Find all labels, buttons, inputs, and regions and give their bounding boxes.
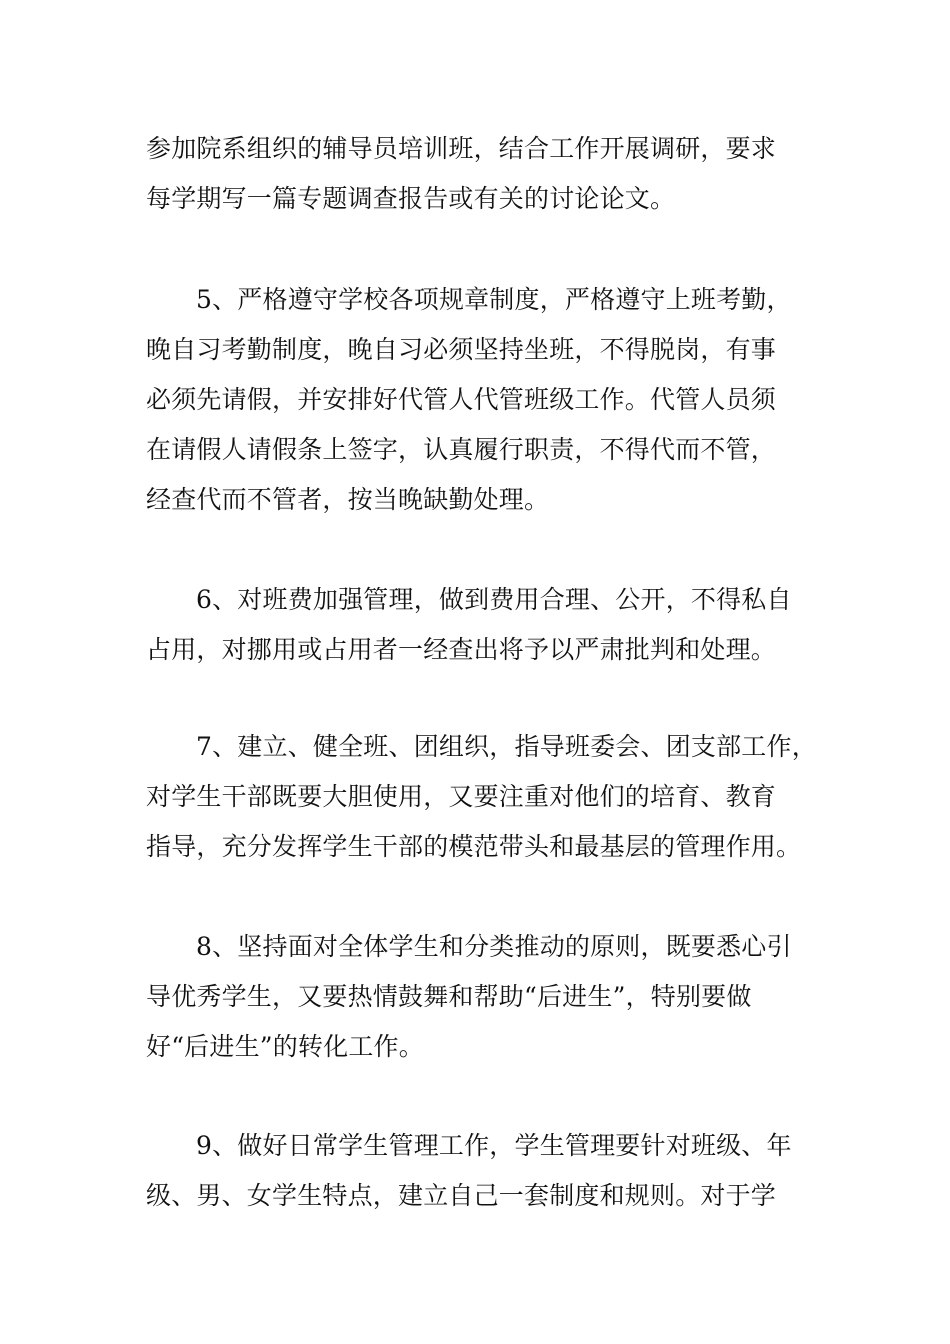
text-line: 每学期写一篇专题调查报告或有关的讨论论文。 — [146, 184, 676, 213]
paragraph-training — [146, 124, 816, 224]
text-line: 指导，充分发挥学生干部的模范带头和最基层的管理作用。 — [146, 832, 802, 861]
text-line: 级、男、女学生特点，建立自己一套制度和规则。对于学 — [146, 1181, 777, 1210]
text-line: 好“后进生”的转化工作。 — [146, 1032, 424, 1061]
paragraph-item-5 — [146, 275, 816, 525]
text-line: 必须先请假，并安排好代管人代管班级工作。代管人员须 — [146, 385, 777, 414]
text-line: 导优秀学生，又要热情鼓舞和帮助“后进生”，特别要做 — [146, 982, 752, 1011]
paragraph-item-8 — [146, 922, 816, 1072]
text-line: 9、做好日常学生管理工作，学生管理要针对班级、年 — [196, 1131, 792, 1160]
text-line: 占用，对挪用或占用者一经查出将予以严肃批判和处理。 — [146, 635, 777, 664]
text-line: 参加院系组织的辅导员培训班，结合工作开展调研，要求 — [146, 134, 777, 163]
paragraph-item-9 — [146, 1121, 816, 1221]
text-line: 对学生干部既要大胆使用，又要注重对他们的培育、教育 — [146, 782, 777, 811]
text-line: 经查代而不管者，按当晚缺勤处理。 — [146, 485, 550, 514]
paragraph-item-6 — [146, 575, 816, 675]
text-line: 晚自习考勤制度，晚自习必须坚持坐班，不得脱岗，有事 — [146, 335, 777, 364]
text-line: 5、严格遵守学校各项规章制度，严格遵守上班考勤， — [196, 285, 792, 314]
text-line: 6、对班费加强管理，做到费用合理、公开，不得私自 — [196, 585, 792, 614]
text-line: 8、坚持面对全体学生和分类推动的原则，既要悉心引 — [196, 932, 792, 961]
paragraph-item-7 — [146, 722, 816, 872]
text-line: 7、建立、健全班、团组织，指导班委会、团支部工作， — [196, 732, 817, 761]
text-line: 在请假人请假条上签字，认真履行职责，不得代而不管， — [146, 435, 777, 464]
